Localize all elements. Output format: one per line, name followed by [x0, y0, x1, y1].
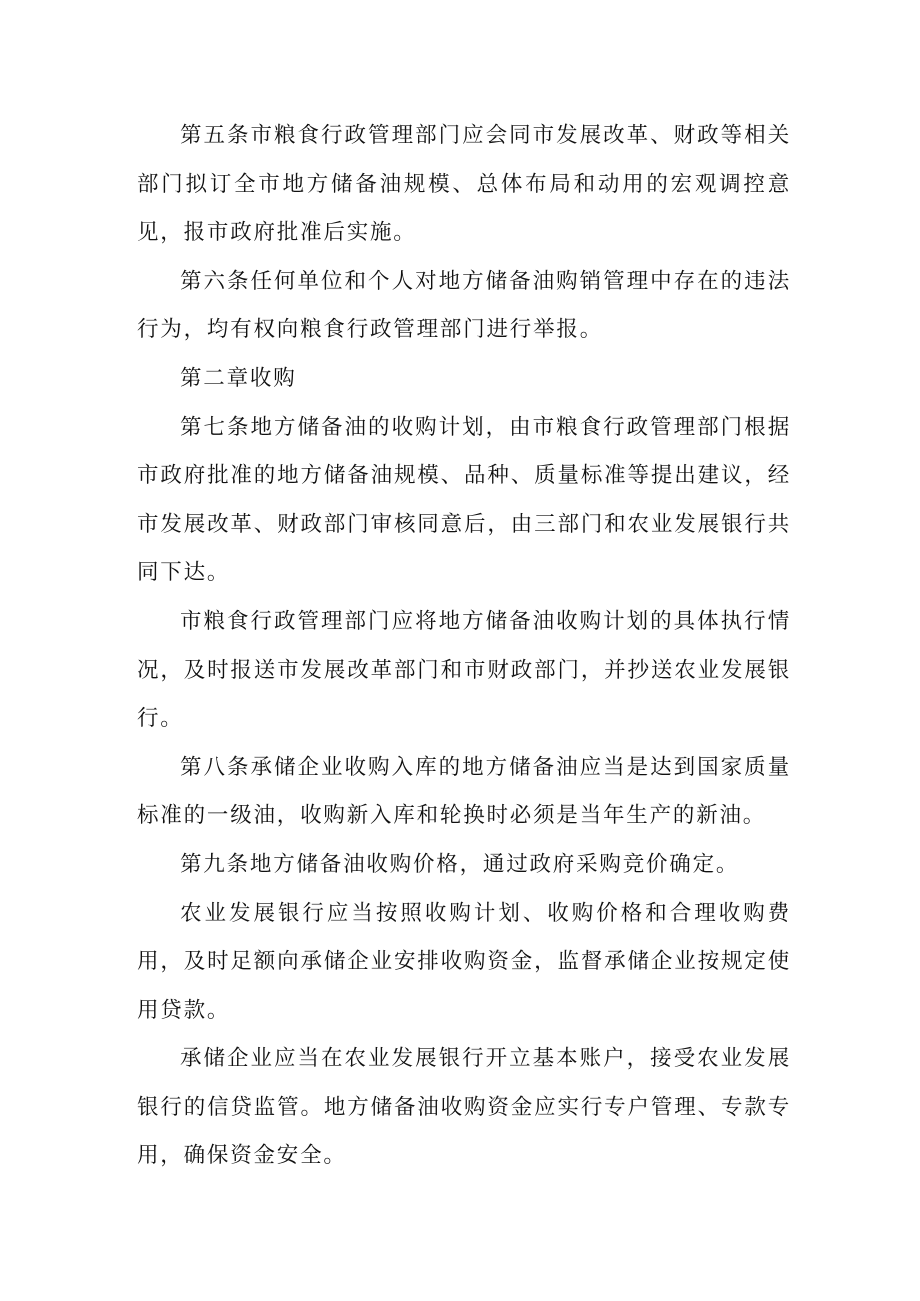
- document-body: [137, 112, 791, 1181]
- article-9-paragraph: 第九条地方储备油收购价格，通过政府采购竞价确定。: [180, 851, 740, 877]
- chapter-2-heading: 第二章收购: [180, 365, 297, 391]
- article-6-paragraph: 第六条任何单位和个人对地方储备油购销管理中存在的违法行为，均有权向粮食行政管理部门进行举报。: [137, 268, 791, 343]
- article-9-bank-paragraph: 农业发展银行应当按照收购计划、收购价格和合理收购费用，及时足额向承储企业安排收购资金，监督承储企业按规定使用贷款。: [137, 900, 791, 1023]
- article-9-account-paragraph: 承储企业应当在农业发展银行开立基本账户，接受农业发展银行的信贷监管。地方储备油收购资金应实行专户管理、专款专用，确保资金安全。: [137, 1046, 791, 1169]
- article-8-paragraph: 第八条承储企业收购入库的地方储备油应当是达到国家质量标准的一级油，收购新入库和轮换时必须是当年生产的新油。: [137, 754, 791, 829]
- article-7-followup-paragraph: 市粮食行政管理部门应将地方储备油收购计划的具体执行情况，及时报送市发展改革部门和市财政部门，并抄送农业发展银行。: [137, 608, 791, 732]
- article-5-paragraph: 第五条市粮食行政管理部门应会同市发展改革、财政等相关部门拟订全市地方储备油规模、总体布局和动用的宏观调控意见，报市政府批准后实施。: [137, 123, 791, 246]
- article-7-paragraph: 第七条地方储备油的收购计划，由市粮食行政管理部门根据市政府批准的地方储备油规模、品种、质量标准等提出建议，经市发展改革、财政部门审核同意后，由三部门和农业发展银行共同下达。: [137, 414, 791, 586]
